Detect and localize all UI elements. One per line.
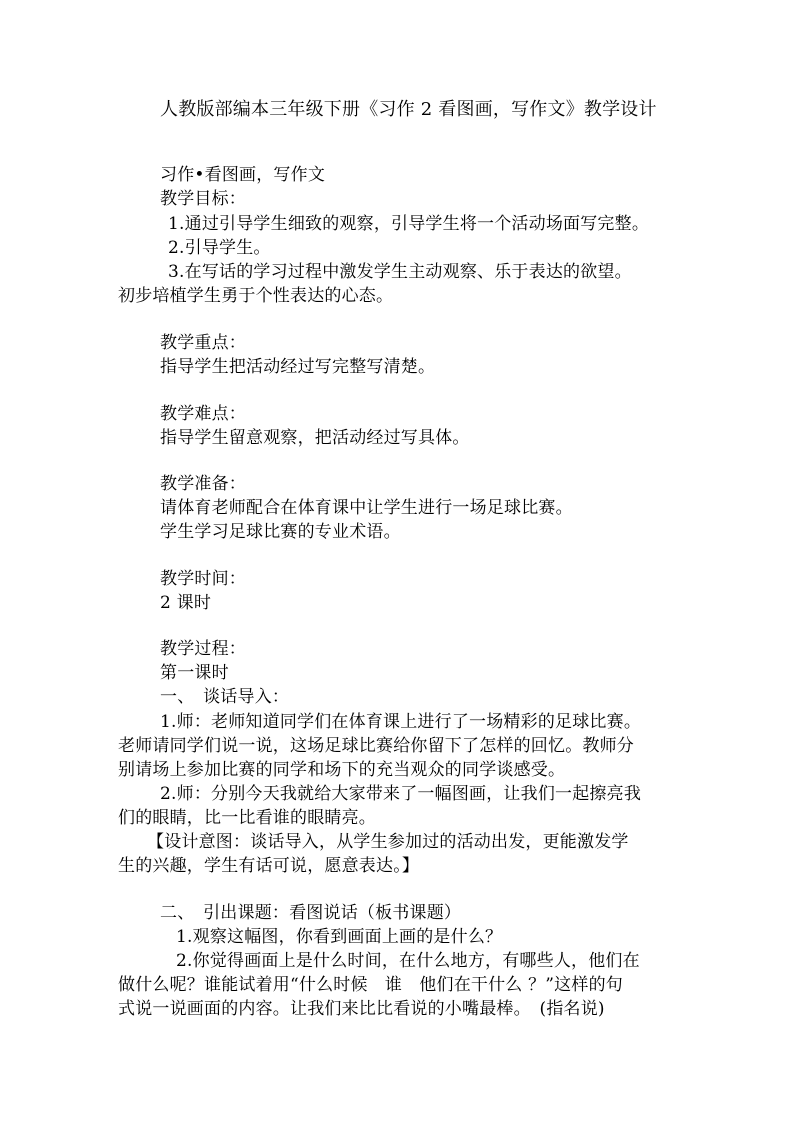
text-line: 3.在写话的学习过程中激发学生主动观察、乐于表达的欲望。 <box>168 262 632 282</box>
text-line: 式说一说画面的内容。让我们来比比看说的小嘴最棒。 (指名说) <box>118 999 605 1019</box>
text-line: 请体育老师配合在体育课中让学生进行一场足球比赛。 <box>160 498 573 518</box>
text-line: 指导学生留意观察，把活动经过写具体。 <box>160 428 470 448</box>
text-line: 生的兴趣，学生有话可说，愿意表达。】 <box>118 856 420 876</box>
text-line: 【设计意图：谈话导入，从学生参加过的活动出发，更能激发学 <box>147 832 629 852</box>
section-heading: 教学重点： <box>160 333 246 353</box>
text-line: 1.观察这幅图，你看到画面上画的是什么？ <box>176 927 503 947</box>
section-heading: 教学难点： <box>160 404 246 424</box>
section-heading: 教学时间： <box>160 569 246 589</box>
text-line: 2.引导学生。 <box>168 238 271 258</box>
text-line: 做什么呢？谁能试着用“什么时候 谁 他们在干什么 ？”这样的句 <box>118 975 623 995</box>
text-line: 2.师：分别今天我就给大家带来了一幅图画，让我们一起擦亮我 <box>160 784 642 804</box>
text-line: 学生学习足球比赛的专业术语。 <box>160 522 401 542</box>
section-heading: 教学准备： <box>160 474 246 494</box>
text-line: 教学目标： <box>160 189 246 209</box>
section-heading: 二、 引出课题：看图说话（板书课题） <box>160 903 462 923</box>
text-line: 老师请同学们说一说，这场足球比赛给你留下了怎样的回忆。教师分 <box>118 736 634 756</box>
text-line: 初步培植学生勇于个性表达的心态。 <box>118 286 394 306</box>
text-line: 2.你觉得画面上是什么时间，在什么地方，有哪些人，他们在 <box>176 951 640 971</box>
text-line: 一、 谈话导入： <box>160 687 290 707</box>
document-title: 人教版部编本三年级下册《习作 2 看图画，写作文》教学设计 <box>160 99 657 120</box>
text-line: 1.通过引导学生细致的观察，引导学生将一个活动场面写完整。 <box>168 214 650 234</box>
text-line: 别请场上参加比赛的同学和场下的充当观众的同学谈感受。 <box>118 760 566 780</box>
text-line: 习作•看图画，写作文 <box>160 165 326 185</box>
text-line: 2 课时 <box>160 593 212 613</box>
text-line: 们的眼睛，比一比看谁的眼睛亮。 <box>118 808 376 828</box>
text-line: 1.师：老师知道同学们在体育课上进行了一场精彩的足球比赛。 <box>160 712 642 732</box>
text-line: 第一课时 <box>160 663 229 683</box>
section-heading: 教学过程： <box>160 639 246 659</box>
text-line: 指导学生把活动经过写完整写清楚。 <box>160 357 436 377</box>
